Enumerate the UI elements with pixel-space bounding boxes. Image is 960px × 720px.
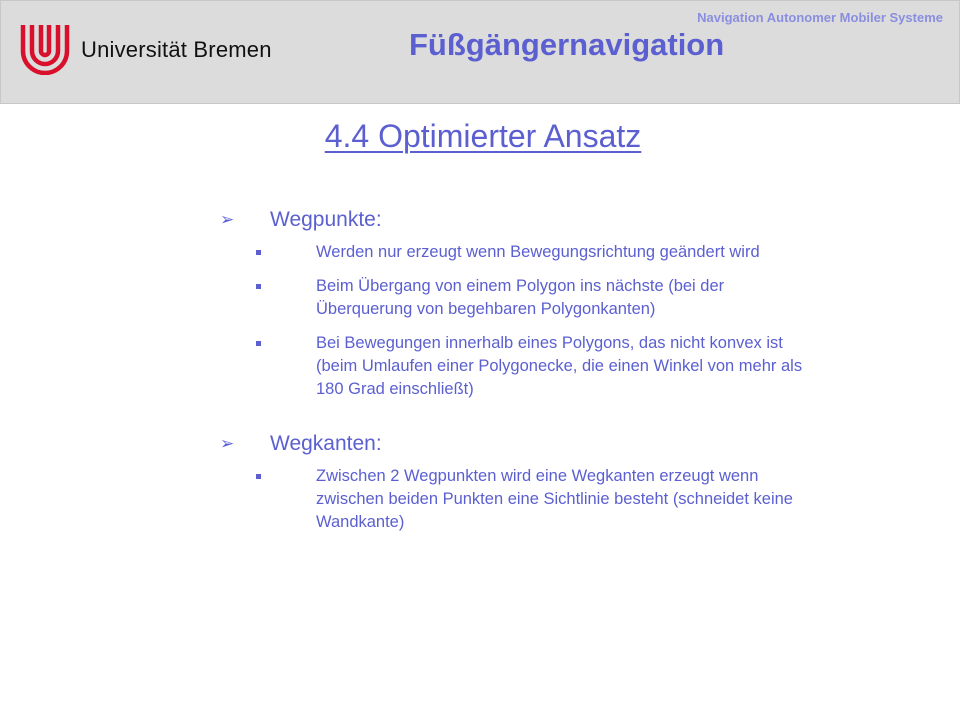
square-bullet-icon — [256, 250, 261, 255]
list-item-text: Werden nur erzeugt wenn Bewegungsrichtung geändert wird — [316, 243, 760, 261]
bullet-heading — [220, 429, 820, 459]
header-title: Füßgängernavigation — [409, 27, 725, 62]
course-name: Navigation Autonomer Mobiler Systeme — [697, 10, 943, 25]
square-bullet-icon — [256, 341, 261, 346]
square-bullet-icon — [256, 474, 261, 479]
square-bullet-icon — [256, 284, 261, 289]
university-logo — [19, 23, 279, 75]
section-heading: Wegpunkte: — [270, 208, 382, 231]
list-item-text: Bei Bewegungen innerhalb eines Polygons, das nicht konvex ist (beim Umlaufen einer Polygonecke, die einen Winkel von mehr als 180 Grad einschließt) — [316, 334, 803, 398]
list-item-text: Beim Übergang von einem Polygon ins nächste (bei der Überquerung von begehbaren Polygonkanten) — [316, 277, 725, 318]
arrow-bullet-icon: ➢ — [220, 210, 235, 229]
arrow-bullet-icon: ➢ — [220, 434, 235, 453]
logo-text: Universität Bremen — [81, 37, 272, 62]
list-item — [220, 332, 820, 401]
bullet-list — [220, 465, 820, 534]
slide-header — [0, 0, 960, 104]
list-item — [220, 241, 820, 264]
section-wegkanten — [220, 429, 820, 534]
list-item-text: Zwischen 2 Wegpunkten wird eine Wegkanten erzeugt wenn zwischen beiden Punkten eine Sichtlinie besteht (schneidet keine Wandkante) — [316, 467, 793, 531]
section-heading: Wegkanten: — [270, 432, 382, 455]
list-item — [220, 275, 820, 321]
slide-content — [220, 205, 820, 562]
bullet-heading — [220, 205, 820, 235]
slide-title: 4.4 Optimierter Ansatz — [324, 118, 642, 154]
list-item — [220, 465, 820, 534]
university-logo-icon — [19, 23, 73, 75]
section-wegpunkte — [220, 205, 820, 401]
bullet-list — [220, 241, 820, 401]
